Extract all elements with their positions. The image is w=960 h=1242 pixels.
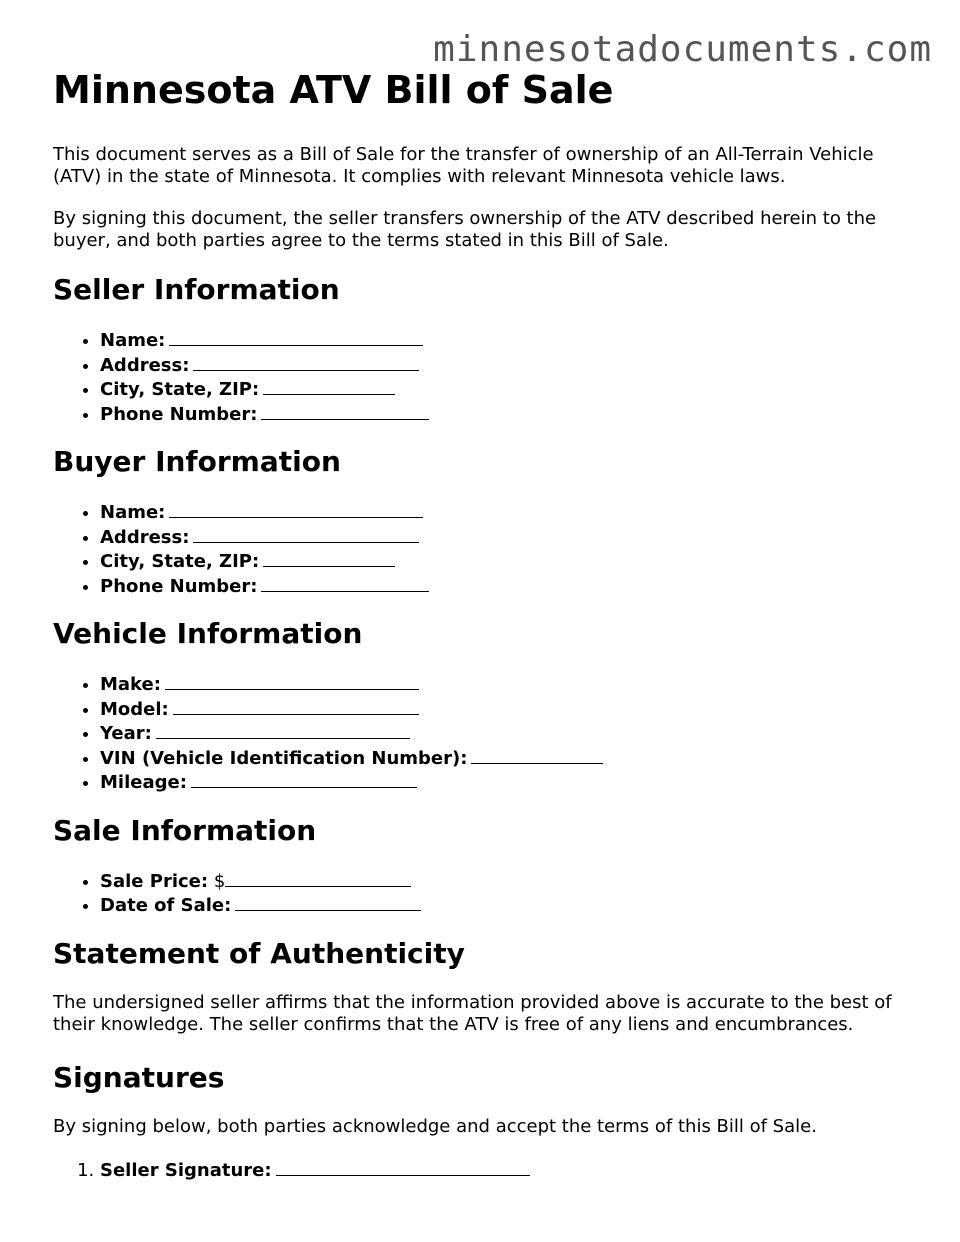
vehicle-heading: Vehicle Information (53, 617, 363, 650)
field-label: Address: (100, 354, 190, 376)
blank-line[interactable] (193, 525, 419, 543)
field-label: City, State, ZIP: (100, 551, 260, 572)
authenticity-text: The undersigned seller affirms that the information provided above is accurate to the best of their knowledge. The seller confirms that the ATV is free of any liens and encumbrances. (53, 991, 892, 1035)
signatures-heading: Signatures (53, 1060, 225, 1094)
blank-line[interactable] (261, 402, 429, 420)
seller-name-field[interactable] (100, 328, 913, 353)
blank-line[interactable] (165, 672, 419, 690)
field-label: Name: (100, 502, 166, 523)
field-label: Phone Number: (100, 403, 258, 425)
field-label: Date of Sale: (100, 895, 232, 916)
intro-paragraph-2: By signing this document, the seller transfers ownership of the ATV described herein to the buyer, and both parties agree to the terms stated in this Bill of Sale. (53, 208, 877, 251)
blank-line[interactable] (261, 574, 429, 592)
field-label: Seller Signature: (100, 1159, 272, 1181)
field-label: Name: (100, 330, 166, 351)
signature-list (53, 1158, 913, 1183)
buyer-city-field[interactable] (100, 549, 913, 574)
buyer-heading: Buyer Information (53, 445, 341, 478)
seller-signature-field[interactable] (100, 1158, 913, 1183)
buyer-phone-field[interactable] (100, 574, 913, 599)
blank-line[interactable] (263, 549, 395, 567)
blank-line[interactable] (156, 721, 410, 739)
blank-line[interactable] (193, 353, 419, 371)
vehicle-vin-field[interactable] (100, 746, 913, 771)
buyer-fields (53, 500, 913, 598)
field-label: Make: (100, 674, 161, 695)
vehicle-model-field[interactable] (100, 697, 913, 722)
vehicle-make-field[interactable] (100, 672, 913, 697)
field-label: Phone Number: (100, 575, 258, 597)
buyer-address-field[interactable] (100, 525, 913, 550)
page-title: Minnesota ATV Bill of Sale (53, 68, 614, 112)
blank-line[interactable] (471, 746, 603, 764)
seller-address-field[interactable] (100, 353, 913, 378)
field-label: Mileage: (100, 772, 187, 793)
blank-line[interactable] (173, 697, 419, 715)
vehicle-mileage-field[interactable] (100, 770, 913, 795)
blank-line[interactable] (263, 377, 395, 395)
field-label: Address: (100, 526, 190, 548)
seller-heading: Seller Information (53, 273, 340, 306)
currency-symbol: $ (213, 870, 226, 892)
authenticity-heading: Statement of Authenticity (53, 936, 465, 970)
signature-line[interactable] (276, 1158, 530, 1176)
site-watermark: minnesotadocuments.com (433, 29, 932, 70)
buyer-name-field[interactable] (100, 500, 913, 525)
blank-line[interactable] (169, 328, 423, 346)
field-label: VIN (Vehicle Identification Number): (100, 747, 468, 769)
blank-line[interactable] (235, 893, 421, 911)
field-label: City, State, ZIP: (100, 379, 260, 400)
signatures-text: By signing below, both parties acknowledge and accept the terms of this Bill of Sale. (53, 1115, 817, 1137)
seller-city-field[interactable] (100, 377, 913, 402)
field-label: Model: (100, 698, 169, 720)
sale-heading: Sale Information (53, 813, 317, 847)
sale-fields (53, 869, 913, 918)
field-label: Sale Price: (100, 870, 209, 892)
sale-price-field[interactable] (100, 869, 913, 894)
vehicle-fields (53, 672, 913, 795)
vehicle-year-field[interactable] (100, 721, 913, 746)
field-label: Year: (100, 723, 152, 744)
blank-line[interactable] (191, 770, 417, 788)
seller-phone-field[interactable] (100, 402, 913, 427)
seller-fields (53, 328, 913, 426)
sale-date-field[interactable] (100, 893, 913, 918)
document (53, 66, 913, 1194)
blank-line[interactable] (225, 869, 411, 887)
intro-paragraph-1: This document serves as a Bill of Sale for the transfer of ownership of an All-Terrain Vehicle (ATV) in the state of Minnesota. It complies with relevant Minnesota vehicle laws. (53, 144, 874, 187)
blank-line[interactable] (169, 500, 423, 518)
